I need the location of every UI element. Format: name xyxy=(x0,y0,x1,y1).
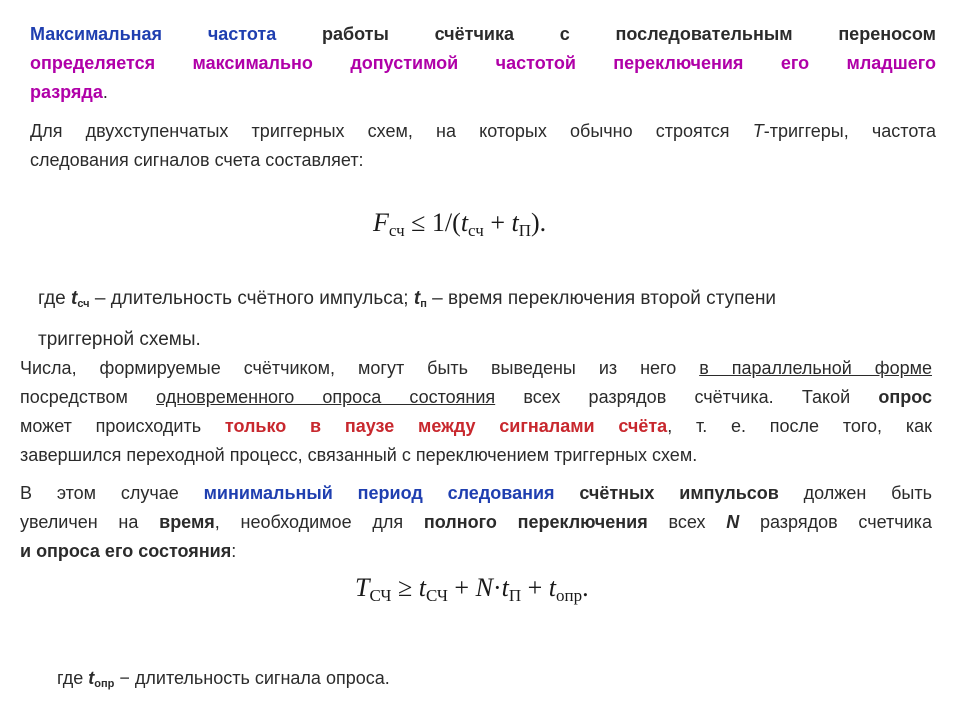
parallel-output-paragraph xyxy=(20,354,932,470)
two-stage-paragraph xyxy=(30,117,936,175)
definition-line-2: определяется максимально допустимой частотой переключения его младшего xyxy=(30,53,936,73)
parallel-line-2: посредством одновременного опроса состояния всех разрядов счётчика. Такой опрос xyxy=(20,387,932,407)
min-period-line-1: В этом случае минимальный период следования счётных импульсов должен быть xyxy=(20,483,932,503)
two-stage-line-1: Для двухступенчатых триггерных схем, на которых обычно строятся T-триггеры, частота xyxy=(30,121,936,141)
word-carry: переносом xyxy=(838,24,936,44)
where-paragraph-1 xyxy=(38,281,918,357)
min-period-line-3: и опроса его состояния: xyxy=(20,541,237,561)
word-counter: счётчика xyxy=(434,24,514,44)
definition-line-1 xyxy=(30,20,936,49)
frequency-formula: $F_{сч} \le 1/(t_{сч} + t_П)$. xyxy=(373,208,547,240)
definition-paragraph xyxy=(30,20,936,107)
where-line-1: где $t_{сч}$ – длительность счётного импульса; $t_п$ – время переключения второй ступени xyxy=(38,288,777,310)
word-work: работы xyxy=(322,24,389,44)
min-period-line-2: увеличен на время, необходимое для полного переключения всех N разрядов счетчика xyxy=(20,512,932,532)
word-sequential: последовательным xyxy=(615,24,793,44)
parallel-line-3: может происходить только в паузе между сигналами счёта, т. е. после того, как xyxy=(20,416,932,436)
word-with: с xyxy=(559,24,570,44)
min-period-paragraph xyxy=(20,479,932,566)
parallel-line-4: завершился переходной процесс, связанный с переключением триггерных схем. xyxy=(20,445,698,465)
word-frequency: частота xyxy=(207,24,277,44)
two-stage-line-2: следования сигналов счета составляет: xyxy=(30,150,364,170)
where-paragraph-2: где $t_{опр}$ − длительность сигнала опроса. xyxy=(57,668,390,690)
definition-line-3: разряда. xyxy=(30,82,108,102)
parallel-line-1: Числа, формируемые счётчиком, могут быть выведены из него в параллельной форме xyxy=(20,358,932,378)
word-maximal: Максимальная xyxy=(30,24,163,44)
where-line-2: триггерной схемы. xyxy=(38,329,201,350)
period-formula: $T_{СЧ} \ge t_{СЧ} + N\cdot t_П + t_{опр}$. xyxy=(355,573,589,605)
